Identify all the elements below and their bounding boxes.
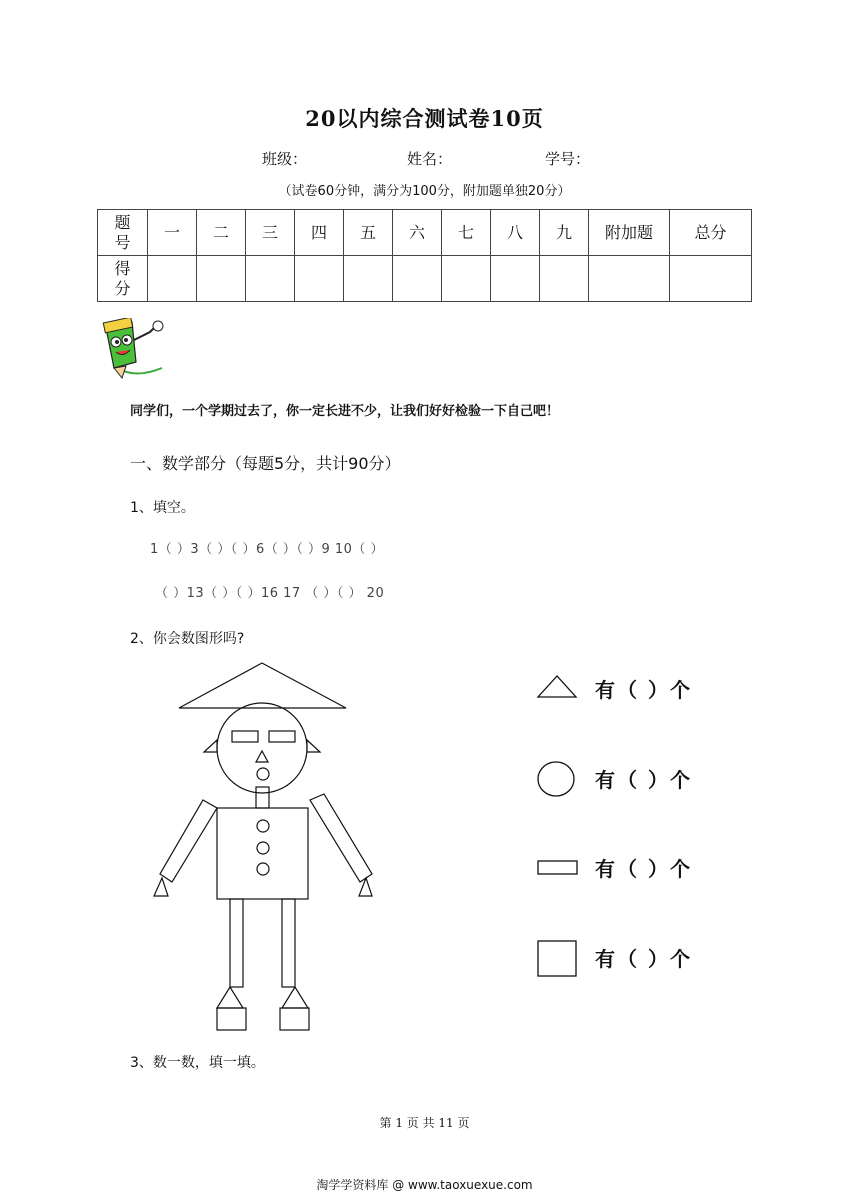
score-table-header-row [98,210,752,256]
left-ear-triangle [204,740,217,752]
page-title: 20以内综合测试卷10页 [305,106,544,131]
legend-rectangle-text: 有（ ）个 [595,857,692,881]
score-cell[interactable] [540,256,589,302]
left-eye-rectangle [232,731,258,742]
greeting-text: 同学们，一个学期过去了，你一定长进不少，让我们好好检验一下自己吧！ [130,404,560,419]
row-label-score: 得分 [98,256,148,302]
triangle-icon [535,674,579,700]
score-cell[interactable] [246,256,295,302]
right-eye-rectangle [269,731,295,742]
button-circle [257,863,269,875]
pencil-mascot-icon [92,318,172,380]
column-header: 总分 [670,210,752,256]
right-foot-triangle [282,987,308,1008]
score-cell[interactable] [589,256,670,302]
left-leg-rectangle [230,899,243,987]
right-leg-rectangle [282,899,295,987]
shape-figure-robot [150,660,390,1040]
sequence-line-2: （ ）13（ ）（ ）16 17 （ ）（ ） 20 [155,586,385,601]
column-header: 一 [148,210,197,256]
left-foot-triangle [217,987,243,1008]
watermark-text: 淘学学资料库 @ www.taoxuexue.com [316,1178,533,1192]
legend-triangle-text: 有（ ）个 [595,678,692,702]
hat-triangle [179,663,346,708]
button-circle [257,820,269,832]
sequence-line-1: 1（ ）3（ ）（ ）6（ ）（ ）9 10（ ） [150,542,385,557]
row-label-question: 题号 [98,210,148,256]
column-header: 九 [540,210,589,256]
right-shoe-square [280,1008,309,1030]
score-table-score-row [98,256,752,302]
neck-rectangle [256,787,269,808]
column-header: 五 [344,210,393,256]
question-1-label: 1、填空。 [130,500,195,516]
score-cell[interactable] [295,256,344,302]
name-label: 姓名： [407,150,453,168]
left-arm-rectangle [160,800,217,882]
score-cell[interactable] [148,256,197,302]
id-label: 学号： [545,150,591,168]
nose-triangle [256,751,268,762]
column-header: 二 [197,210,246,256]
score-cell[interactable] [670,256,752,302]
score-table [97,209,752,302]
page-number: 第 1 页 共 11 页 [379,1116,470,1130]
column-header: 三 [246,210,295,256]
left-hand-triangle [154,878,168,896]
column-header: 六 [393,210,442,256]
exam-note: （试卷60分钟，满分为100分，附加题单独20分） [278,184,571,199]
legend-square-text: 有（ ）个 [595,947,692,971]
rectangle-icon [535,858,579,878]
column-header: 四 [295,210,344,256]
question-3-label: 3、数一数，填一填。 [130,1055,265,1071]
right-ear-triangle [307,740,320,752]
square-icon [535,938,579,978]
section-heading: 一、数学部分（每题5分，共计90分） [130,454,401,473]
button-circle [257,842,269,854]
class-label: 班级： [262,150,308,168]
score-cell[interactable] [442,256,491,302]
mouth-circle [257,768,269,780]
right-arm-rectangle [310,794,372,882]
score-cell[interactable] [393,256,442,302]
column-header: 八 [491,210,540,256]
left-shoe-square [217,1008,246,1030]
score-cell[interactable] [491,256,540,302]
column-header: 七 [442,210,491,256]
score-cell[interactable] [344,256,393,302]
circle-icon [535,760,579,798]
question-2-label: 2、你会数图形吗? [130,631,245,647]
legend-circle-text: 有（ ）个 [595,768,692,792]
score-cell[interactable] [197,256,246,302]
column-header: 附加题 [589,210,670,256]
